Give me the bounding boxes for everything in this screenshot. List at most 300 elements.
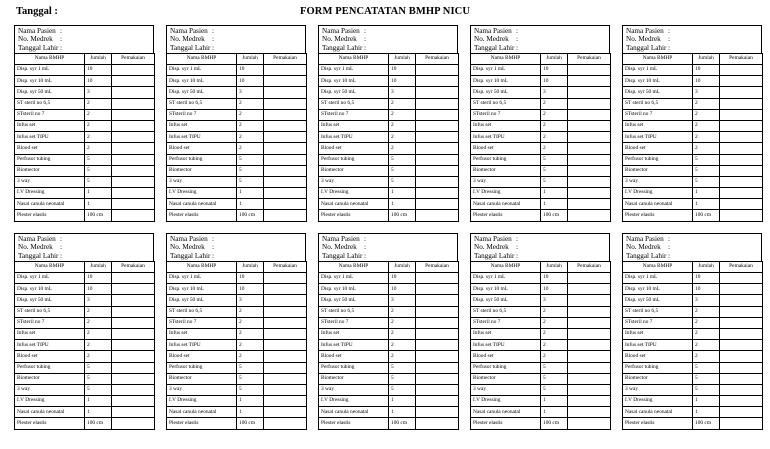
item-name-cell: Nasal canula neonatal bbox=[623, 199, 693, 210]
bmhp-form-card bbox=[622, 233, 762, 430]
item-usage-cell[interactable] bbox=[720, 199, 763, 210]
table-row bbox=[471, 328, 611, 339]
patient-field bbox=[474, 35, 609, 43]
table-row bbox=[319, 407, 459, 418]
item-usage-cell[interactable] bbox=[112, 120, 155, 131]
item-usage-cell[interactable] bbox=[720, 295, 763, 306]
item-usage-cell[interactable] bbox=[720, 176, 763, 187]
table-row bbox=[319, 373, 459, 384]
table-row bbox=[319, 165, 459, 176]
item-usage-cell[interactable] bbox=[112, 188, 155, 199]
item-qty-cell: 2 bbox=[237, 120, 264, 131]
item-name-cell: Disp. syr 50 mL bbox=[15, 295, 85, 306]
item-qty-cell: 2 bbox=[541, 328, 568, 339]
item-name-cell: Disp. syr 1 mL bbox=[15, 65, 85, 76]
table-row bbox=[623, 120, 763, 131]
item-usage-cell[interactable] bbox=[264, 351, 307, 362]
table-row bbox=[167, 351, 307, 362]
item-usage-cell[interactable] bbox=[264, 143, 307, 154]
item-qty-cell: 5 bbox=[237, 176, 264, 187]
item-qty-cell: 100 cm bbox=[541, 418, 568, 429]
item-usage-cell[interactable] bbox=[720, 98, 763, 109]
table-row bbox=[623, 407, 763, 418]
table-row bbox=[15, 120, 155, 131]
table-row bbox=[623, 65, 763, 76]
item-qty-cell: 2 bbox=[85, 340, 112, 351]
item-usage-cell[interactable] bbox=[416, 165, 459, 176]
patient-field-label: No. Medrek bbox=[322, 243, 357, 252]
item-qty-cell: 3 bbox=[389, 87, 416, 98]
patient-field-label: No. Medrek bbox=[170, 35, 205, 44]
item-usage-cell[interactable] bbox=[720, 76, 763, 87]
patient-field bbox=[322, 243, 457, 251]
item-usage-cell[interactable] bbox=[568, 65, 611, 76]
item-name-cell: Blood set bbox=[15, 351, 85, 362]
item-usage-cell[interactable] bbox=[720, 143, 763, 154]
item-usage-cell[interactable] bbox=[112, 384, 155, 395]
item-usage-cell[interactable] bbox=[568, 351, 611, 362]
patient-info-box bbox=[622, 25, 762, 53]
item-qty-cell: 5 bbox=[85, 154, 112, 165]
table-row bbox=[319, 396, 459, 407]
column-header: Pemakaian bbox=[720, 54, 763, 65]
item-usage-cell[interactable] bbox=[568, 98, 611, 109]
patient-field bbox=[322, 252, 457, 260]
item-qty-cell: 2 bbox=[389, 328, 416, 339]
item-qty-cell: 2 bbox=[541, 340, 568, 351]
item-usage-cell[interactable] bbox=[720, 340, 763, 351]
item-usage-cell[interactable] bbox=[416, 396, 459, 407]
item-usage-cell[interactable] bbox=[720, 328, 763, 339]
column-header: Nama BMHP bbox=[319, 54, 389, 65]
item-usage-cell[interactable] bbox=[568, 143, 611, 154]
patient-field-colon: : bbox=[668, 35, 670, 44]
table-row bbox=[15, 373, 155, 384]
patient-field bbox=[170, 252, 305, 260]
table-row bbox=[15, 284, 155, 295]
item-usage-cell[interactable] bbox=[264, 306, 307, 317]
item-qty-cell: 2 bbox=[85, 98, 112, 109]
patient-field bbox=[18, 27, 153, 35]
item-name-cell: I.V Dressing bbox=[623, 188, 693, 199]
item-qty-cell: 10 bbox=[541, 65, 568, 76]
item-usage-cell[interactable] bbox=[112, 199, 155, 210]
item-usage-cell[interactable] bbox=[720, 317, 763, 328]
table-row bbox=[167, 165, 307, 176]
item-usage-cell[interactable] bbox=[720, 306, 763, 317]
item-name-cell: I.V Dressing bbox=[471, 396, 541, 407]
item-name-cell: Perfusor tubing bbox=[623, 154, 693, 165]
item-name-cell: Biomector bbox=[623, 373, 693, 384]
item-usage-cell[interactable] bbox=[568, 396, 611, 407]
item-usage-cell[interactable] bbox=[264, 295, 307, 306]
item-usage-cell[interactable] bbox=[416, 120, 459, 131]
item-usage-cell[interactable] bbox=[112, 210, 155, 221]
column-header: Jumlah bbox=[85, 262, 112, 273]
item-qty-cell: 2 bbox=[693, 317, 720, 328]
item-usage-cell[interactable] bbox=[416, 373, 459, 384]
item-usage-cell[interactable] bbox=[568, 165, 611, 176]
item-usage-cell[interactable] bbox=[264, 362, 307, 373]
item-usage-cell[interactable] bbox=[264, 176, 307, 187]
item-usage-cell[interactable] bbox=[568, 199, 611, 210]
item-usage-cell[interactable] bbox=[568, 188, 611, 199]
item-usage-cell[interactable] bbox=[568, 284, 611, 295]
item-usage-cell[interactable] bbox=[264, 87, 307, 98]
item-usage-cell[interactable] bbox=[416, 273, 459, 284]
item-usage-cell[interactable] bbox=[416, 143, 459, 154]
item-usage-cell[interactable] bbox=[112, 295, 155, 306]
patient-field bbox=[474, 235, 609, 243]
patient-field-colon: : bbox=[60, 235, 62, 243]
patient-field-colon: : bbox=[212, 235, 214, 243]
item-usage-cell[interactable] bbox=[416, 199, 459, 210]
item-name-cell: Disp. syr 10 mL bbox=[15, 284, 85, 295]
item-usage-cell[interactable] bbox=[264, 132, 307, 143]
item-usage-cell[interactable] bbox=[568, 373, 611, 384]
bmhp-form-card bbox=[470, 25, 610, 222]
item-usage-cell[interactable] bbox=[416, 362, 459, 373]
item-usage-cell[interactable] bbox=[720, 384, 763, 395]
item-usage-cell[interactable] bbox=[264, 165, 307, 176]
patient-field-label: Tanggal Lahir bbox=[474, 251, 515, 260]
item-usage-cell[interactable] bbox=[720, 351, 763, 362]
item-usage-cell[interactable] bbox=[568, 120, 611, 131]
item-name-cell: Disp. syr 1 mL bbox=[623, 273, 693, 284]
item-usage-cell[interactable] bbox=[720, 154, 763, 165]
item-usage-cell[interactable] bbox=[264, 384, 307, 395]
item-usage-cell[interactable] bbox=[416, 284, 459, 295]
patient-field-label: Nama Pasien bbox=[474, 27, 512, 35]
item-usage-cell[interactable] bbox=[264, 65, 307, 76]
item-usage-cell[interactable] bbox=[720, 87, 763, 98]
item-name-cell: ST steril no 6,5 bbox=[471, 98, 541, 109]
item-usage-cell[interactable] bbox=[112, 76, 155, 87]
table-row bbox=[319, 120, 459, 131]
item-name-cell: Infus set TIPU bbox=[319, 132, 389, 143]
item-qty-cell: 5 bbox=[693, 165, 720, 176]
item-name-cell: STsteril no 7 bbox=[471, 109, 541, 120]
table-row bbox=[623, 188, 763, 199]
item-name-cell: Infus set TIPU bbox=[15, 340, 85, 351]
item-name-cell: Blood set bbox=[471, 143, 541, 154]
item-usage-cell[interactable] bbox=[112, 143, 155, 154]
item-usage-cell[interactable] bbox=[416, 351, 459, 362]
table-row bbox=[623, 87, 763, 98]
table-header-row bbox=[471, 54, 611, 65]
item-qty-cell: 5 bbox=[693, 176, 720, 187]
item-usage-cell[interactable] bbox=[264, 188, 307, 199]
item-name-cell: Plester elastis bbox=[319, 210, 389, 221]
item-usage-cell[interactable] bbox=[568, 407, 611, 418]
item-usage-cell[interactable] bbox=[720, 362, 763, 373]
item-qty-cell: 2 bbox=[693, 351, 720, 362]
item-usage-cell[interactable] bbox=[416, 418, 459, 429]
item-qty-cell: 2 bbox=[693, 98, 720, 109]
table-row bbox=[471, 351, 611, 362]
item-usage-cell[interactable] bbox=[416, 407, 459, 418]
item-usage-cell[interactable] bbox=[416, 188, 459, 199]
item-usage-cell[interactable] bbox=[112, 328, 155, 339]
column-header: Nama BMHP bbox=[623, 262, 693, 273]
item-qty-cell: 2 bbox=[389, 132, 416, 143]
item-usage-cell[interactable] bbox=[416, 306, 459, 317]
table-row bbox=[167, 407, 307, 418]
item-usage-cell[interactable] bbox=[720, 165, 763, 176]
item-name-cell: STsteril no 7 bbox=[167, 109, 237, 120]
item-usage-cell[interactable] bbox=[264, 76, 307, 87]
item-usage-cell[interactable] bbox=[112, 373, 155, 384]
patient-field bbox=[322, 35, 457, 43]
table-row bbox=[15, 65, 155, 76]
item-qty-cell: 5 bbox=[541, 373, 568, 384]
table-row bbox=[15, 418, 155, 429]
table-row bbox=[623, 306, 763, 317]
item-usage-cell[interactable] bbox=[416, 328, 459, 339]
item-usage-cell[interactable] bbox=[264, 284, 307, 295]
item-qty-cell: 10 bbox=[85, 76, 112, 87]
item-name-cell: Blood set bbox=[623, 351, 693, 362]
item-usage-cell[interactable] bbox=[720, 188, 763, 199]
item-usage-cell[interactable] bbox=[568, 87, 611, 98]
patient-field bbox=[170, 35, 305, 43]
table-row bbox=[471, 273, 611, 284]
item-qty-cell: 2 bbox=[237, 306, 264, 317]
item-usage-cell[interactable] bbox=[416, 154, 459, 165]
item-qty-cell: 2 bbox=[693, 109, 720, 120]
item-usage-cell[interactable] bbox=[416, 295, 459, 306]
item-usage-cell[interactable] bbox=[568, 76, 611, 87]
item-qty-cell: 5 bbox=[693, 362, 720, 373]
item-name-cell: 3 way bbox=[167, 384, 237, 395]
item-name-cell: Infus set TIPU bbox=[15, 132, 85, 143]
table-row bbox=[319, 306, 459, 317]
patient-info-box bbox=[14, 233, 154, 261]
item-usage-cell[interactable] bbox=[112, 418, 155, 429]
item-name-cell: I.V Dressing bbox=[167, 396, 237, 407]
item-usage-cell[interactable] bbox=[720, 65, 763, 76]
item-name-cell: STsteril no 7 bbox=[319, 317, 389, 328]
item-usage-cell[interactable] bbox=[416, 109, 459, 120]
item-qty-cell: 1 bbox=[389, 407, 416, 418]
patient-field bbox=[626, 243, 761, 251]
patient-field bbox=[474, 243, 609, 251]
item-usage-cell[interactable] bbox=[568, 340, 611, 351]
table-row bbox=[319, 109, 459, 120]
item-usage-cell[interactable] bbox=[264, 328, 307, 339]
item-name-cell: Biomector bbox=[15, 373, 85, 384]
item-name-cell: Nasal canula neonatal bbox=[623, 407, 693, 418]
item-qty-cell: 1 bbox=[85, 188, 112, 199]
item-qty-cell: 5 bbox=[389, 176, 416, 187]
bmhp-items-table bbox=[318, 261, 459, 430]
table-row bbox=[15, 210, 155, 221]
item-name-cell: Disp. syr 50 mL bbox=[319, 295, 389, 306]
patient-field-label: Nama Pasien bbox=[626, 235, 664, 243]
item-qty-cell: 2 bbox=[389, 120, 416, 131]
item-usage-cell[interactable] bbox=[416, 210, 459, 221]
table-row bbox=[623, 98, 763, 109]
item-usage-cell[interactable] bbox=[112, 65, 155, 76]
item-usage-cell[interactable] bbox=[264, 210, 307, 221]
item-usage-cell[interactable] bbox=[264, 199, 307, 210]
table-header-row bbox=[15, 262, 155, 273]
item-qty-cell: 2 bbox=[389, 109, 416, 120]
bmhp-form-card bbox=[166, 233, 306, 430]
item-name-cell: Infus set bbox=[15, 328, 85, 339]
item-usage-cell[interactable] bbox=[568, 328, 611, 339]
patient-field-label: Tanggal Lahir bbox=[626, 43, 667, 52]
table-row bbox=[319, 176, 459, 187]
patient-field bbox=[626, 27, 761, 35]
item-qty-cell: 1 bbox=[693, 199, 720, 210]
item-qty-cell: 5 bbox=[693, 154, 720, 165]
item-name-cell: ST steril no 6,5 bbox=[319, 98, 389, 109]
item-name-cell: Disp. syr 10 mL bbox=[471, 76, 541, 87]
item-usage-cell[interactable] bbox=[112, 176, 155, 187]
item-usage-cell[interactable] bbox=[112, 284, 155, 295]
item-usage-cell[interactable] bbox=[416, 65, 459, 76]
item-qty-cell: 2 bbox=[237, 328, 264, 339]
item-usage-cell[interactable] bbox=[568, 306, 611, 317]
item-usage-cell[interactable] bbox=[112, 109, 155, 120]
item-usage-cell[interactable] bbox=[720, 396, 763, 407]
item-name-cell: Disp. syr 1 mL bbox=[167, 65, 237, 76]
item-usage-cell[interactable] bbox=[264, 407, 307, 418]
table-row bbox=[623, 362, 763, 373]
item-usage-cell[interactable] bbox=[416, 317, 459, 328]
item-usage-cell[interactable] bbox=[416, 76, 459, 87]
item-usage-cell[interactable] bbox=[416, 340, 459, 351]
item-usage-cell[interactable] bbox=[264, 120, 307, 131]
patient-field bbox=[170, 27, 305, 35]
item-usage-cell[interactable] bbox=[112, 132, 155, 143]
item-qty-cell: 3 bbox=[237, 295, 264, 306]
item-usage-cell[interactable] bbox=[720, 109, 763, 120]
item-qty-cell: 10 bbox=[389, 284, 416, 295]
item-name-cell: Nasal canula neonatal bbox=[319, 199, 389, 210]
patient-field-label: Tanggal Lahir bbox=[322, 43, 363, 52]
item-usage-cell[interactable] bbox=[416, 176, 459, 187]
table-row bbox=[15, 199, 155, 210]
item-usage-cell[interactable] bbox=[568, 317, 611, 328]
patient-field bbox=[474, 252, 609, 260]
item-usage-cell[interactable] bbox=[720, 273, 763, 284]
item-usage-cell[interactable] bbox=[112, 87, 155, 98]
patient-field-label: No. Medrek bbox=[474, 243, 509, 252]
item-usage-cell[interactable] bbox=[112, 273, 155, 284]
item-usage-cell[interactable] bbox=[264, 317, 307, 328]
item-usage-cell[interactable] bbox=[416, 87, 459, 98]
patient-field bbox=[18, 243, 153, 251]
item-name-cell: Nasal canula neonatal bbox=[167, 199, 237, 210]
bmhp-items-table bbox=[622, 261, 763, 430]
item-usage-cell[interactable] bbox=[568, 109, 611, 120]
item-usage-cell[interactable] bbox=[264, 98, 307, 109]
item-usage-cell[interactable] bbox=[112, 98, 155, 109]
item-qty-cell: 2 bbox=[85, 351, 112, 362]
patient-field-colon: : bbox=[364, 27, 366, 35]
item-qty-cell: 3 bbox=[85, 87, 112, 98]
item-usage-cell[interactable] bbox=[720, 132, 763, 143]
table-row bbox=[623, 328, 763, 339]
table-header-row bbox=[623, 262, 763, 273]
item-usage-cell[interactable] bbox=[568, 273, 611, 284]
item-usage-cell[interactable] bbox=[720, 373, 763, 384]
item-usage-cell[interactable] bbox=[568, 210, 611, 221]
item-qty-cell: 2 bbox=[237, 98, 264, 109]
item-usage-cell[interactable] bbox=[264, 373, 307, 384]
item-usage-cell[interactable] bbox=[568, 154, 611, 165]
item-usage-cell[interactable] bbox=[264, 340, 307, 351]
item-qty-cell: 2 bbox=[85, 109, 112, 120]
item-usage-cell[interactable] bbox=[568, 362, 611, 373]
patient-field-label: Nama Pasien bbox=[18, 235, 56, 243]
item-usage-cell[interactable] bbox=[568, 176, 611, 187]
item-name-cell: Plester elastis bbox=[15, 418, 85, 429]
item-qty-cell: 2 bbox=[85, 120, 112, 131]
item-usage-cell[interactable] bbox=[568, 295, 611, 306]
item-usage-cell[interactable] bbox=[112, 396, 155, 407]
item-usage-cell[interactable] bbox=[264, 418, 307, 429]
item-usage-cell[interactable] bbox=[568, 132, 611, 143]
item-usage-cell[interactable] bbox=[416, 98, 459, 109]
item-usage-cell[interactable] bbox=[720, 284, 763, 295]
item-qty-cell: 3 bbox=[237, 87, 264, 98]
item-name-cell: Disp. syr 50 mL bbox=[623, 87, 693, 98]
item-usage-cell[interactable] bbox=[112, 362, 155, 373]
item-usage-cell[interactable] bbox=[416, 384, 459, 395]
item-name-cell: Infus set bbox=[167, 120, 237, 131]
item-usage-cell[interactable] bbox=[720, 120, 763, 131]
item-usage-cell[interactable] bbox=[264, 273, 307, 284]
item-usage-cell[interactable] bbox=[264, 396, 307, 407]
item-usage-cell[interactable] bbox=[720, 418, 763, 429]
item-usage-cell[interactable] bbox=[264, 154, 307, 165]
item-usage-cell[interactable] bbox=[112, 340, 155, 351]
bmhp-items-table bbox=[470, 53, 611, 222]
item-qty-cell: 100 cm bbox=[693, 210, 720, 221]
item-name-cell: Blood set bbox=[319, 351, 389, 362]
item-qty-cell: 2 bbox=[389, 317, 416, 328]
item-usage-cell[interactable] bbox=[112, 351, 155, 362]
item-usage-cell[interactable] bbox=[416, 132, 459, 143]
table-row bbox=[15, 362, 155, 373]
item-qty-cell: 1 bbox=[541, 199, 568, 210]
table-row bbox=[319, 188, 459, 199]
table-row bbox=[167, 132, 307, 143]
bmhp-items-table bbox=[166, 261, 307, 430]
item-usage-cell[interactable] bbox=[112, 306, 155, 317]
item-usage-cell[interactable] bbox=[112, 407, 155, 418]
item-qty-cell: 2 bbox=[541, 351, 568, 362]
table-row bbox=[15, 143, 155, 154]
patient-field-colon: : bbox=[364, 243, 366, 252]
item-usage-cell[interactable] bbox=[112, 317, 155, 328]
item-name-cell: Biomector bbox=[167, 373, 237, 384]
item-usage-cell[interactable] bbox=[112, 165, 155, 176]
item-usage-cell[interactable] bbox=[112, 154, 155, 165]
table-row bbox=[167, 306, 307, 317]
item-usage-cell[interactable] bbox=[568, 384, 611, 395]
item-qty-cell: 5 bbox=[237, 154, 264, 165]
item-usage-cell[interactable] bbox=[568, 418, 611, 429]
item-qty-cell: 100 cm bbox=[389, 418, 416, 429]
item-usage-cell[interactable] bbox=[720, 210, 763, 221]
item-usage-cell[interactable] bbox=[720, 407, 763, 418]
item-usage-cell[interactable] bbox=[264, 109, 307, 120]
column-header: Nama BMHP bbox=[471, 54, 541, 65]
